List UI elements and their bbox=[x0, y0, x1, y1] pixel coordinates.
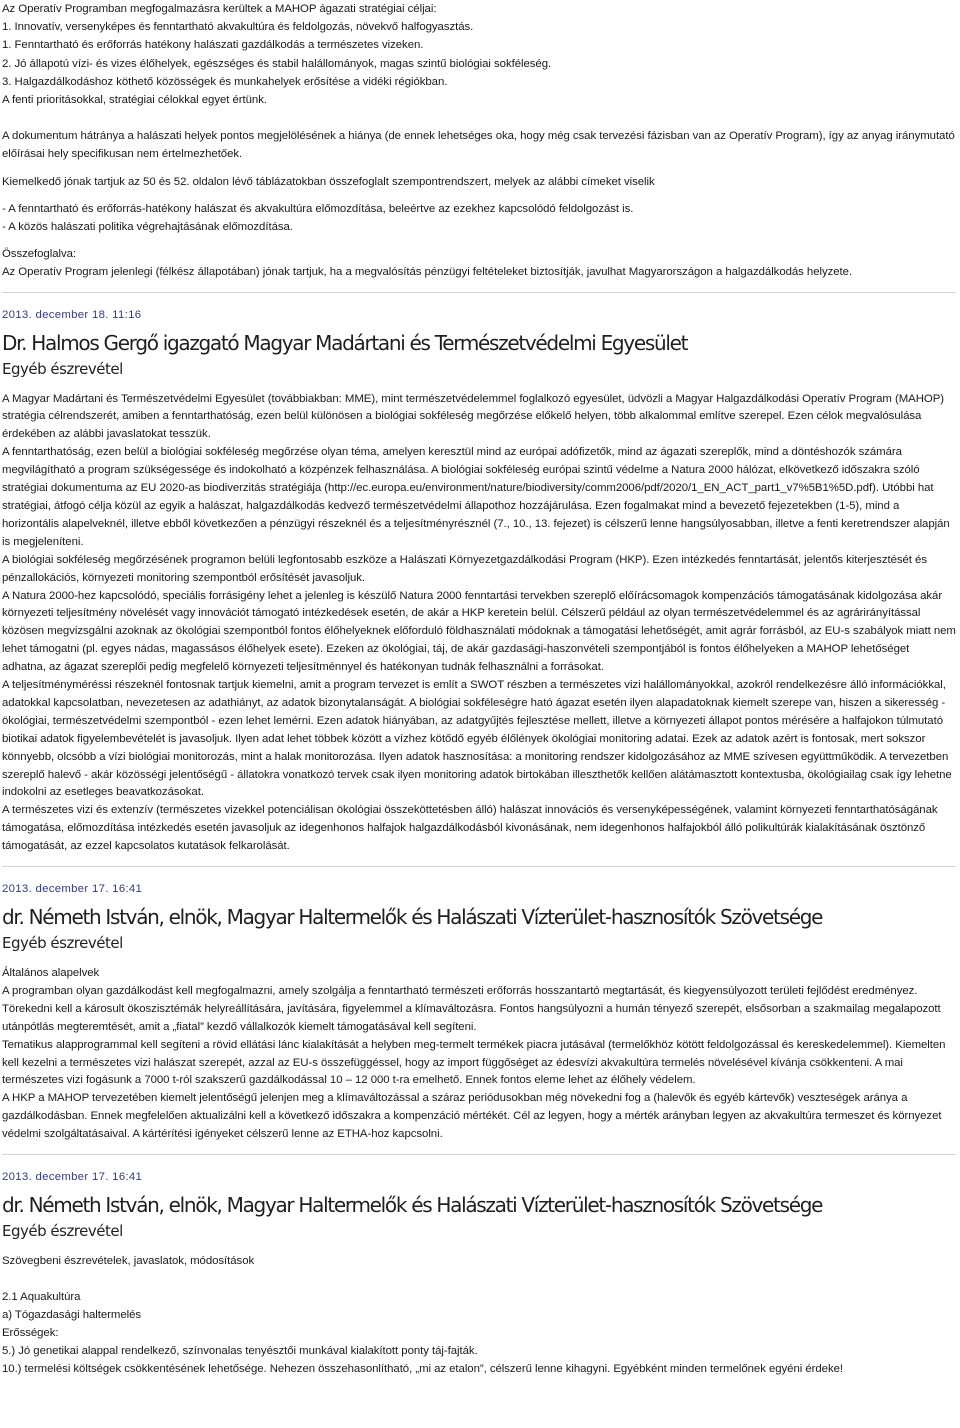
comment-author: Dr. Halmos Gergő igazgató Magyar Madártani és Természetvédelmi Egyesület bbox=[2, 330, 688, 355]
comment-author: dr. Németh István, elnök, Magyar Haltermelők és Halászati Vízterület-hasznosítók Szövetsége bbox=[2, 905, 823, 930]
comment-heading: Általános alapelvek bbox=[2, 967, 100, 980]
comment-paragraph: A természetes vizi és extenzív (természetes vizekkel potenciálisan ökológiai összeköttetésben álló) halászat innovációs és versenyképességének, valamint környezeti fenntarthatóságának támogatása, előmozdítása intézkedés esetén javasoljuk az idegenhonos halfajok halgazdálkodásból kivonásának, nem idegenhonos halfajokból álló polikultúrák kialakításának ösztönző támogatását, az ezzel kapcsolatos kutatások felkarolását. bbox=[2, 804, 938, 853]
comment-type: Egyéb észrevétel bbox=[2, 359, 123, 378]
comment-paragraph: A Magyar Madártani és Természetvédelmi Egyesület (továbbiakban: MME), mint természetvédelemmel foglalkozó egyesület, üdvözli a Magyar Halgazdálkodási Operatív Program (MAHOP) stratégia célrendszerét, amiben a fenntarthatóság, ezen belül különösen a biológiai sokféleség megőrzése előkelő helyen, több alkalommal említve szerepel. Ezen célok megvalósulása érdekében az alábbi javaslatokat tesszük. bbox=[2, 392, 944, 441]
comment-paragraph: A fenntarthatóság, ezen belül a biológiai sokféleség megőrzése olyan téma, amelyen keresztül mind az európai adófizetők, mind az ágazati szereplők, mind a döntéshozók számára megvilágítható a program szükségessége és indokolható a közpénzek felhasználása. A biológiai sokféleség európai szintű védelme a Natura 2000 hálózat, elkövetkező időszakra szóló stratégiai dokumentuma az EU 2020-as biodiverzitás stratégiája (http://ec.europa.eu/environment/nature/biodiversity/comm2006/pdf/2020/1_EN_ACT_part1_v7%5B1%5D.pdf). Utóbbi hat stratégiai, átfogó célja közül az egyik a halászat, halgazdálkodás kedvező természetvédelmi állapothoz hozzájárulása. Ezen fogalmakat mind a bevezető fejezetekben (1-5), mind a horizontális alapelveknél, illetve ebből következően a pénzügyi részeknél és a teljesítményrésznél (7., 10., 13. fejezet) is célszerű lenne hangsúlyosabban, illetve a fenti keretrendszer alapján is megjeleníteni. bbox=[2, 446, 950, 548]
comment-entry bbox=[2, 307, 956, 856]
intro-line: A fenti prioritásokkal, stratégiai célokkal egyet értünk. bbox=[2, 94, 267, 107]
comment-date: 2013. december 17. 16:41 bbox=[2, 883, 143, 896]
section-title: 2.1 Aquakultúra bbox=[2, 1290, 81, 1303]
comment-type: Egyéb észrevétel bbox=[2, 1221, 123, 1240]
summary-label: Összefoglalva: bbox=[2, 248, 77, 261]
comment-paragraph: A biológiai sokféleség megőrzésének programon belüli legfontosabb eszköze a Halászati Környezetgazdálkodási Program (HKP). Ezen intézkedés fenntartását, jelentős kiterjesztését és pénzallokációs, környezeti monitoring szempontból erősítését javasoljuk. bbox=[2, 553, 927, 584]
strengths-label: Erősségek: bbox=[2, 1326, 59, 1339]
comment-paragraph: A programban olyan gazdálkodást kell megfogalmazni, amely szolgálja a fenntartható természeti erőforrás hosszantartó megtartását, és kiegyensúlyozott területi fejlődést eredményez. Törekedni kell a károsult ökoszisztémák helyreállítására, javítására, figyelemmel a klímaváltozásra. Fontos hangsúlyozni a humán tényező szerepét, elsősorban a szakmailag megalapozott utánpótlás megteremtését, amit a „fiatal” kezdő vállalkozók kiemelt támogatásával kell segíteni. bbox=[2, 984, 941, 1033]
comment-divider bbox=[2, 1154, 956, 1155]
comment-heading: Szövegbeni észrevételek, javaslatok, módosítások bbox=[2, 1254, 255, 1267]
strength-item: 5.) Jó genetikai alappal rendelkező, színvonalas tenyésztői munkával kialakított ponty táj-fajták. bbox=[2, 1344, 478, 1357]
comment-date: 2013. december 17. 16:41 bbox=[2, 1171, 143, 1184]
bullet-item: - A fenntartható és erőforrás-hatékony halászat és akvakultúra előmozdítása, beleértve az ezekhez kapcsolódó feldolgozást is. bbox=[2, 202, 634, 215]
weakness-item: 10.) termelési költségek csökkentésének lehetősége. Nehezen összehasonlítható, „mi az etalon”, célszerű lenne kihagyni. Egyébként minden termelőnek egyéni érdeke! bbox=[2, 1362, 843, 1375]
intro-line: 1. Innovatív, versenyképes és fenntartható akvakultúra és feldolgozás, növekvő halfogyasztás. bbox=[2, 21, 474, 34]
comment-entry bbox=[2, 881, 956, 1144]
comment-paragraph: A HKP a MAHOP tervezetében kiemelt jelentőségű jelenjen meg a klímaváltozással a száraz periódusokban még növekedni fog a (halevők és egyéb kártevők) veszteségek aránya a gazdálkodásban. Ennek megfelelően aktualizálni kell a következő időszakra a kompenzáció mértékét. Cél az legyen, hogy a mérték arányban legyen az akvakultúra termeszet és környezet védelmi szolgáltatásaival. A kártérítési igényeket célszerű lenne az ETHA-hoz kapcsolni. bbox=[2, 1092, 942, 1141]
summary-text: Az Operatív Program jelenlegi (félkész állapotában) jónak tartjuk, ha a megvalósítás pénzügyi feltételeket biztosítják, javulhat Magyarországon a halgazdálkodás helyzete. bbox=[2, 266, 853, 279]
comment-paragraph: A Natura 2000-hez kapcsolódó, speciális forrásigény lehet a jelenleg is készülő Natura 2000 fenntartási tervekben szereplő előírácsomagok kompenzációs támogatásának kidolgozása akár környezeti teljesítmény növelését vagy innovációt támogató intézkedések esetén, de akár a HKP keretein belül. Célszerű például az olyan természetvédelemmel és az agrárirányítással közösen megvizsgálni azoknak az ökológiai szempontból fontos élőhelyeknek előforduló földhasználati módoknak a támogatási lehetőségét, amit agrár forrásból, az EU-s szabályok miatt nem lehet támogatni (pl. egyes nádas, magassásos élőhelyek esete). Ezeken az ökológiai, táj, de akár gazdasági-haszonvételi szempontjából is fontos élőhelyeken a MAHOP lehetőséget adhatna, az ágazat szereplői pedig megfelelő környezeti teljesítménnyel és hatékonyan tudnák felhasználni a forrásokat. bbox=[2, 589, 956, 674]
comment-divider bbox=[2, 866, 956, 867]
comment-paragraph: A teljesítményméréssi részeknél fontosnak tartjuk kiemelni, amit a program tervezet is említ a SWOT részben a természetes vizi halállományokkal, azokról rendelkezésre álló információkkal, adatokkal kapcsolatban, nevezetesen az adathiányt, az adatok bizonytalanságát. A biológiai sokféleségre ható ágazat esetén ilyen alapadatoknak kiemelt szerepe van, hiszen a sikeresség - ökológiai, természetvédelmi szempontból - ezen lehet lemérni. Ezen adatok hiányában, az adatgyűjtés fejlesztése mellett, illetve a környezeti állapot pontos mérésére a halfajokon túlmutató biotikai adatok figyelembevételét is javasoljuk. Ilyen adat lehet többek között a vízhez kötődő egyéb élőlények ökológiai monitoring adatai. Ezek az adatok azért is fontosak, mert sokszor könnyebb, olcsóbb a vízi biológiai monitorozás, mint a halak monitorozása. Ilyen adatok hasznosítása: a monitoring rendszer kidolgozásához az MME szívesen együttműködik. A tervezetben szereplő halevő - akár közösségi jelentőségű - állatokra vonatkozó tervek csak ilyen monitoring adatok birtokában illeszthetők kellően alátámasztott kontextusba, ökológiailag csak így lehetne indokolni az esetleges beavatkozásokat. bbox=[2, 679, 952, 799]
intro-line: 3. Halgazdálkodáshoz köthető közösségek és munkahelyek erősítése a vidéki régiókban. bbox=[2, 75, 448, 88]
intro-line: Az Operatív Programban megfogalmazásra kerültek a MAHOP ágazati stratégiai céljai: bbox=[2, 3, 437, 15]
intro-line: 1. Fenntartható és erőforrás hatékony halászati gazdálkodás a természetes vizeken. bbox=[2, 39, 424, 52]
comment-paragraph: Tematikus alapprogrammal kell segíteni a rövid ellátási lánc kialakítását a helyben meg-termelt termékek piacra jutásával (termelőkhöz kötött feldolgozással és kereskedelemmel). Kiemelten kell kezelni a természetes vizi halászat szerepét, azzal az EU-s összefüggéssel, hogy az import függőséget az édesvízi akvakultúra termelés növelésével kívánja csökkenteni. A mai természetes vizi fogásunk a 7000 t-ról szakszerű gazdálkodással 10 – 12 000 t-ra emelhető. Ennek fontos eleme lehet az élőhely védelem. bbox=[2, 1038, 946, 1087]
comment-type: Egyéb észrevétel bbox=[2, 934, 123, 953]
intro-line: 2. Jó állapotú vízi- és vizes élőhelyek, egészséges és stabil halállományok, magas szintű biológiai sokféleség. bbox=[2, 57, 552, 70]
bullet-item: - A közös halászati politika végrehajtásának előmozdítása. bbox=[2, 221, 293, 234]
comment-entry bbox=[2, 1169, 956, 1378]
intro-section bbox=[2, 0, 956, 282]
highlight-paragraph: Kiemelkedő jónak tartjuk az 50 és 52. oldalon lévő táblázatokban összefoglalt szempontrendszert, melyek az alábbi címeket viselik bbox=[2, 175, 655, 188]
comment-author: dr. Németh István, elnök, Magyar Haltermelők és Halászati Vízterület-hasznosítók Szövetsége bbox=[2, 1192, 823, 1217]
subsection-title: a) Tógazdasági haltermelés bbox=[2, 1308, 142, 1321]
comment-date: 2013. december 18. 11:16 bbox=[2, 308, 142, 321]
comment-divider bbox=[2, 292, 956, 293]
drawback-paragraph: A dokumentum hátránya a halászati helyek pontos megjelölésének a hiánya (de ennek lehetséges oka, hogy még csak tervezési fázisban van az Operatív Program), így az anyag iránymutató előírásai hely specifikusan nem értelmezhetőek. bbox=[2, 130, 955, 161]
